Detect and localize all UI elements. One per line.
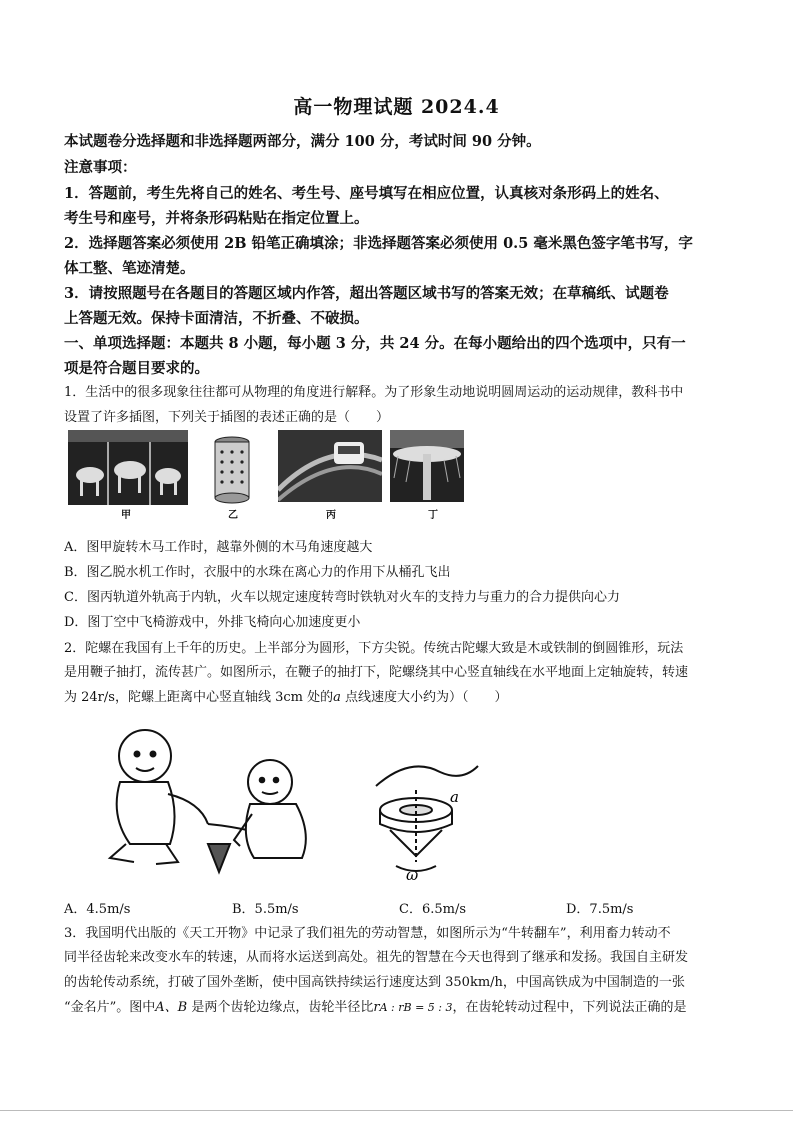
notice-1a: 1．答题前，考生先将自己的姓名、考生号、座号填写在相应位置，认真核对条形码上的姓名、 [64,185,669,202]
q1-option-a: A．图甲旋转木马工作时，越靠外侧的木马角速度越大 [64,540,373,555]
notice-2b: 体工整、笔迹清楚。 [64,260,195,277]
label-omega: ω [406,866,419,884]
carousel-figure [68,430,188,505]
page-bottom-rule [0,1110,793,1111]
q1-option-b: B．图乙脱水机工作时，衣服中的水珠在离心力的作用下从桶孔飞出 [64,565,451,580]
q2-option-d: D．7.5m/s [566,902,634,917]
rail-curve-figure [278,430,382,502]
q2-option-b: B．5.5m/s [232,902,299,917]
page-title: 高一物理试题 2024.4 [293,96,500,118]
q1-option-c: C．图丙轨道外轨高于内轨，火车以规定速度转弯时铁轨对火车的支持力与重力的合力提供向心力 [64,590,620,605]
spinning-top-figure [90,716,510,884]
q3-stem-4: “金名片”。图中A、B 是两个齿轮边缘点，齿轮半径比rA : rB = 5 : 3，在齿轮转动过程中，下列说法正确的是 [64,1000,687,1015]
q2-stem-1: 2．陀螺在我国有上千年的历史。上半部分为圆形，下方尖锐。传统古陀螺大致是木或铁制的倒圆锥形，玩法 [64,641,684,656]
q3-stem-2: 同半径齿轮来改变水车的转速，从而将水运送到高处。祖先的智慧在今天也得到了继承和发扬。我国自主研发 [64,950,689,965]
caption-ding: 丁 [428,510,438,521]
q3-stem-3: 的齿轮传动系统，打破了国外垄断，使中国高铁持续运行速度达到 350km/h，中国高铁成为中国制造的一张 [64,975,685,990]
intro-line: 本试题卷分选择题和非选择题两部分，满分 100 分，考试时间 90 分钟。 [64,133,541,150]
spin-dryer-figure [212,436,252,504]
section1-line1: 一、单项选择题：本题共 8 小题，每小题 3 分，共 24 分。在每小题给出的四个选项中，只有一 [64,335,686,352]
q2-stem-3: 为 24r/s，陀螺上距离中心竖直轴线 3cm 处的a 点线速度大小约为）（ ） [64,690,508,705]
caption-yi: 乙 [228,510,238,521]
q1-stem-2: 设置了许多插图，下列关于插图的表述正确的是（ ） [64,410,390,425]
q2-option-c: C．6.5m/s [399,902,466,917]
caption-jia: 甲 [121,510,131,521]
q1-option-d: D．图丁空中飞椅游戏中，外排飞椅向心加速度更小 [64,615,361,630]
label-a: a [450,788,459,806]
q3-stem-1: 3．我国明代出版的《天工开物》中记录了我们祖先的劳动智慧，如图所示为“牛转翻车”，利用畜力转动不 [64,926,671,941]
notice-2a: 2．选择题答案必须使用 2B 铅笔正确填涂；非选择题答案必须使用 0.5 毫米黑色签字笔书写，字 [64,235,693,252]
caption-bing: 丙 [326,510,336,521]
q2-option-a: A．4.5m/s [64,902,131,917]
flying-chair-figure [390,430,464,502]
q1-stem-1: 1．生活中的很多现象往往都可从物理的角度进行解释。为了形象生动地说明圆周运动的运动规律，教科书中 [64,385,684,400]
section1-line2: 项是符合题目要求的。 [64,360,209,377]
notice-1b: 考生号和座号，并将条形码粘贴在指定位置上。 [64,210,369,227]
notice-3a: 3．请按照题号在各题目的答题区域内作答，超出答题区域书写的答案无效；在草稿纸、试题卷 [64,285,669,302]
q2-stem-2: 是用鞭子抽打，流传甚广。如图所示，在鞭子的抽打下，陀螺绕其中心竖直轴线在水平地面上定轴旋转，转速 [64,665,689,680]
notice-heading: 注意事项： [64,159,137,176]
notice-3b: 上答题无效。保持卡面清洁，不折叠、不破损。 [64,310,369,327]
